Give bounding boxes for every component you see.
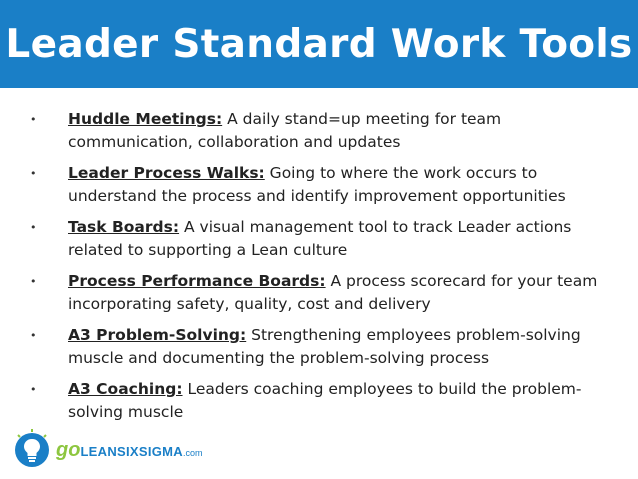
lightbulb-icon <box>12 428 52 472</box>
bullet-term: Leader Process Walks: <box>68 164 265 182</box>
logo-go: go <box>56 438 81 461</box>
bullet-text: Strengthening employees problem-solving muscle and documenting the problem-solving process <box>68 326 581 367</box>
bullet-marker: • <box>30 221 37 234</box>
logo-wordmark <box>56 439 203 462</box>
bullet-item <box>30 270 610 316</box>
bullet-text: A visual management tool to track Leader actions related to supporting a Lean culture <box>68 218 572 259</box>
slide-title: Leader Standard Work Tools <box>5 21 633 67</box>
brand-logo <box>12 428 203 472</box>
bullet-item <box>30 162 610 208</box>
bullet-list <box>30 108 610 432</box>
bullet-item <box>30 378 610 424</box>
bullet-term: Huddle Meetings: <box>68 110 223 128</box>
bullet-term: A3 Coaching: <box>68 380 183 398</box>
bullet-marker: • <box>30 167 37 180</box>
bullet-term: Process Performance Boards: <box>68 272 326 290</box>
bullet-term: Task Boards: <box>68 218 180 236</box>
title-banner <box>0 0 638 88</box>
bullet-text: A process scorecard for your team incorporating safety, quality, cost and delivery <box>68 272 598 313</box>
bullet-marker: • <box>30 329 37 342</box>
bullet-term: A3 Problem-Solving: <box>68 326 247 344</box>
bullet-item <box>30 216 610 262</box>
bullet-marker: • <box>30 113 37 126</box>
bullet-text: Going to where the work occurs to understand the process and identify improvement opportunities <box>68 164 566 205</box>
logo-suffix: .com <box>183 447 203 458</box>
bullet-marker: • <box>30 275 37 288</box>
bullet-text: Leaders coaching employees to build the problem-solving muscle <box>68 380 582 421</box>
bullet-marker: • <box>30 383 37 396</box>
bullet-item <box>30 108 610 154</box>
bullet-item <box>30 324 610 370</box>
bullet-text: A daily stand=up meeting for team communication, collaboration and updates <box>68 110 502 151</box>
logo-main: LEANSIXSIGMA <box>80 443 183 459</box>
